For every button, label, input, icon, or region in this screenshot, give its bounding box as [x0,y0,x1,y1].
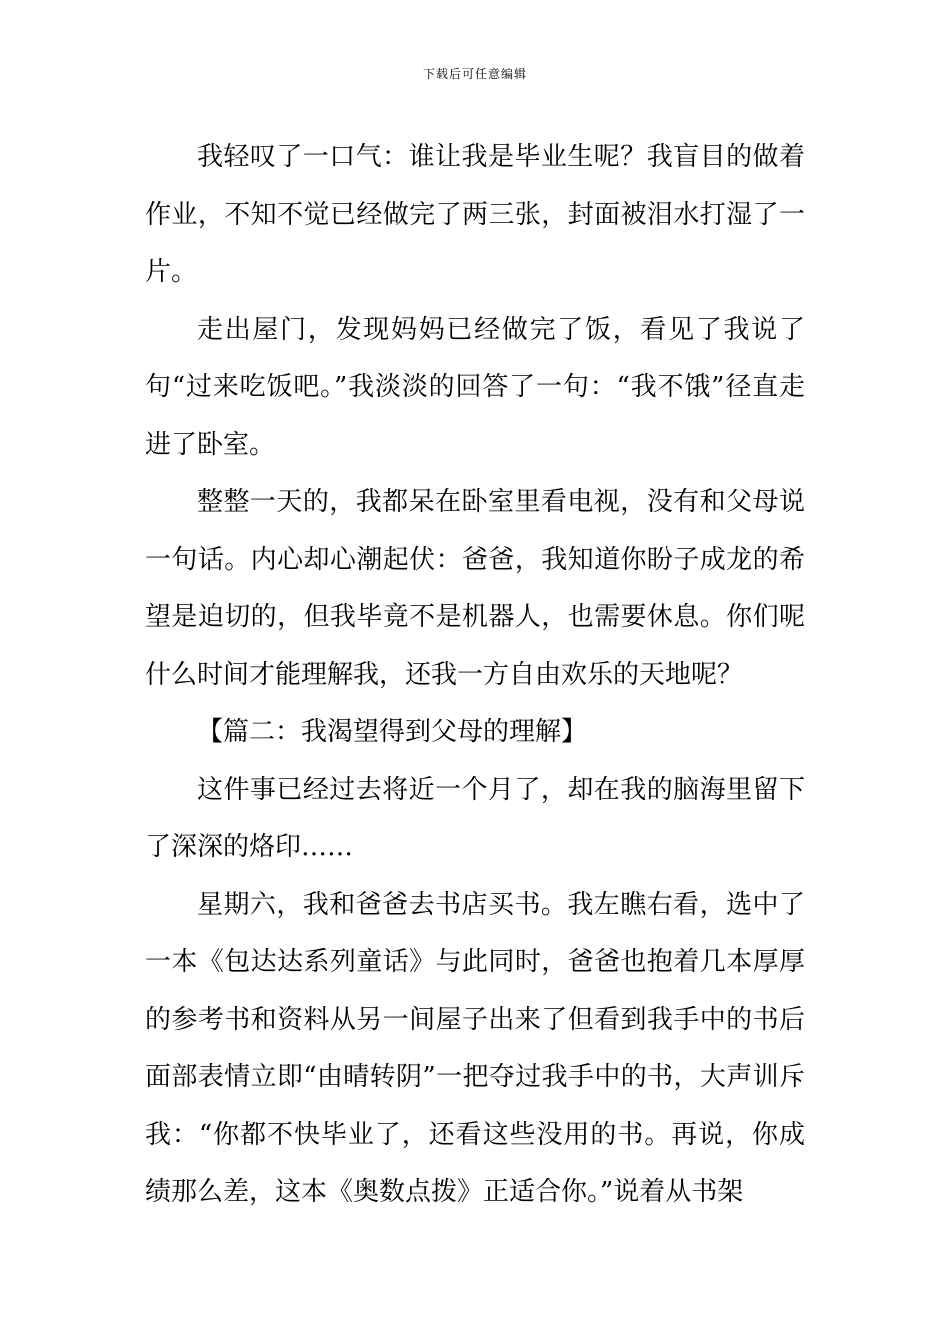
paragraph-sigh: 我轻叹了一口气：谁让我是毕业生呢？我盲目的做着作业，不知不觉已经做完了两三张，封面被泪水打湿了一片。 [145,142,805,287]
paragraph-bedroom: 整整一天的，我都呆在卧室里看电视，没有和父母说一句话。内心却心潮起伏：爸爸，我知道你盼子成龙的希望是迫切的，但我毕竟不是机器人，也需要休息。你们呢什么时间才能理解我，还我一方自由欢乐的天地呢？ [145,487,805,690]
page-header: 下载后可任意编辑 [422,67,527,81]
paragraph-memory: 这件事已经过去将近一个月了，却在我的脑海里留下了深深的烙印…… [145,774,805,862]
document-body [145,129,805,1222]
section-heading: 【篇二：我渴望得到父母的理解】 [197,717,588,747]
paragraph-dinner: 走出屋门，发现妈妈已经做完了饭，看见了我说了句“过来吃饭吧。”我淡淡的回答了一句：“我不饿”径直走进了卧室。 [145,314,805,460]
paragraph-bookstore: 星期六，我和爸爸去书店买书。我左瞧右看，选中了一本《包达达系列童话》与此同时，爸爸也抱着几本厚厚的参考书和资料从另一间屋子出来了但看到我手中的书后面部表情立即“由晴转阴”一把夺过我手中的书，大声训斥我：“你都不快毕业了，还看这些没用的书。再说，你成绩那么差，这本《奥数点拨》正适合你。”说着从书架 [145,889,805,1207]
